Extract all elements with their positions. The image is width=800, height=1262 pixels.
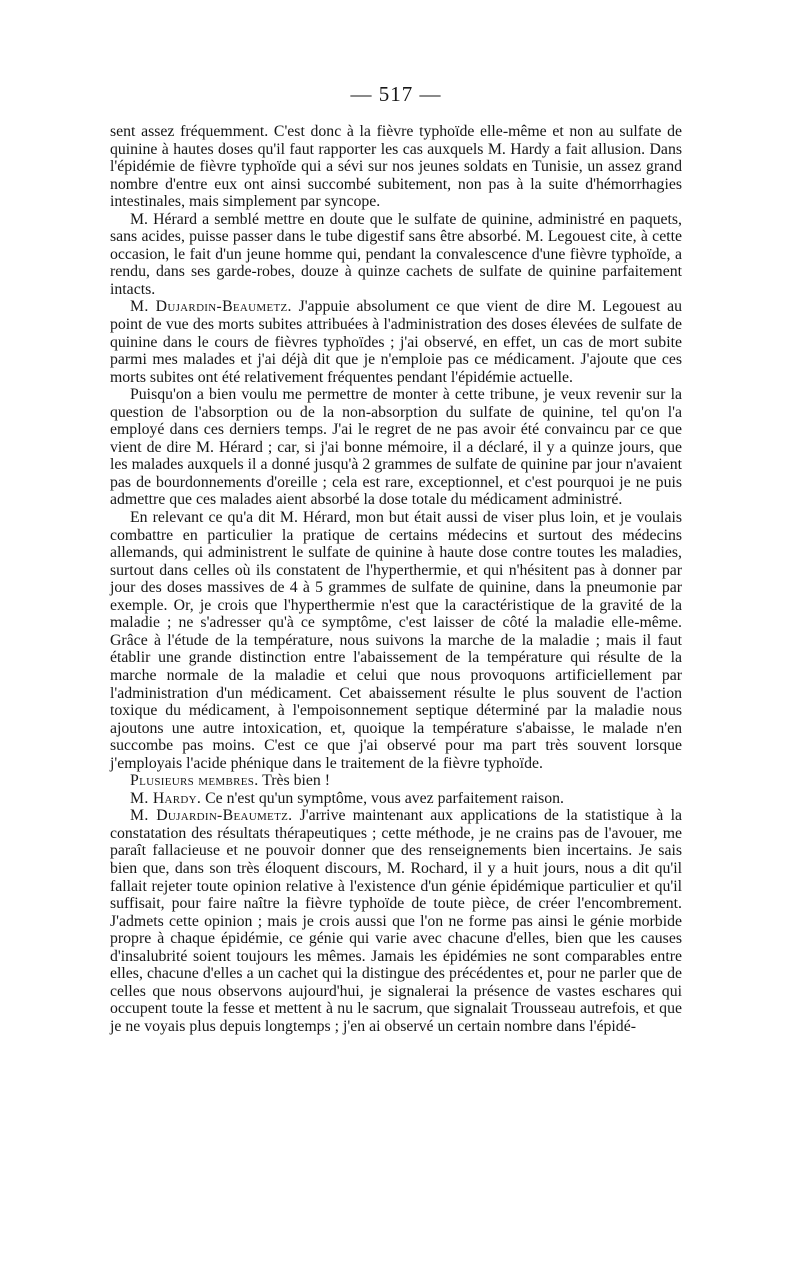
paragraph-1 <box>110 123 682 211</box>
body-text <box>110 123 682 1035</box>
paragraph-text: Très bien ! <box>258 772 330 790</box>
speaker-label: M. Dujardin-Beaumetz. <box>130 807 293 825</box>
paragraph-4 <box>110 386 682 509</box>
paragraph-text: Ce n'est qu'un symptôme, vous avez parfaitement raison. <box>201 789 564 807</box>
document-page <box>110 82 682 1035</box>
page-number: — 517 — <box>350 82 442 106</box>
paragraph-text: J'arrive maintenant aux applications de la statistique à la constatation des résultats thérapeutiques ; cette méthode, je ne crains pas de l'avouer, me paraît fallacieuse et ne pouvoir donner que des renseignements bien incertains. Je sais bien que, dans son très éloquent discours, M. Rochard, il y a huit jours, nous a dit qu'il fallait rejeter toute opinion relative à l'existence d'un génie épidémique particulier et qu'il suffisait, pour faire naître la fièvre typhoïde de toute pièce, de créer l'encombrement. J'admets cette opinion ; mais je crois aussi que l'on ne forme pas ainsi le génie morbide propre à chaque épidémie, ce génie qui varie avec chacune d'elles, bien que les causes d'insalubrité soient toujours les mêmes. Jamais les épidémies ne sont comparables entre elles, chacune d'elles a un cachet qui la distingue des précédentes et, pour ne parler que de celles que nous observons aujourd'hui, je signalerai la présence de vastes eschares qui occupent toute la fesse et mettent à nu le sacrum, que signalait Trousseau autrefois, et que je ne voyais plus depuis longtemps ; j'en ai observé un certain nombre dans l'épidé- <box>110 807 682 1035</box>
paragraph-text: J'appuie absolument ce que vient de dire M. Legouest au point de vue des morts subites attribuées à l'administration des doses élevées de sulfate de quinine dans le cours de fièvres typhoïdes ; j'ai observé, en effet, un cas de mort subite parmi mes malades et j'ai déjà dit que je n'emploie pas ce médicament. J'ajoute que ces morts subites ont été relativement fréquentes pendant l'épidémie actuelle. <box>110 298 682 386</box>
paragraph-text: sent assez fréquemment. C'est donc à la fièvre typhoïde elle-même et non au sulfate de quinine à hautes doses qu'il faut rapporter les cas auxquels M. Hardy a fait allusion. Dans l'épidémie de fièvre typhoïde qui a sévi sur nos jeunes soldats en Tunisie, un assez grand nombre d'entre eux ont ainsi succombé subitement, non pas à la suite d'hémorrhagies intestinales, mais simplement par syncope. <box>110 123 682 211</box>
paragraph-text: Puisqu'on a bien voulu me permettre de monter à cette tribune, je veux revenir sur la question de l'absorption ou de la non-absorption du sulfate de quinine, tel qu'on l'a employé dans ces derniers temps. J'ai le regret de ne pas avoir été convaincu par ce que vient de dire M. Hérard ; car, si j'ai bonne mémoire, il a déclaré, il y a quinze jours, que les malades auxquels il a donné jusqu'à 2 grammes de sulfate de quinine par jour n'avaient pas de bourdonnements d'oreille ; cela est rare, exceptionnel, et c'est pourquoi je ne puis admettre que ces malades aient absorbé la dose totale du médicament administré. <box>110 386 682 509</box>
paragraph-5 <box>110 509 682 772</box>
paragraph-2 <box>110 211 682 299</box>
paragraph-7 <box>110 790 682 808</box>
paragraph-text: M. Hérard a semblé mettre en doute que le sulfate de quinine, administré en paquets, sans acides, puisse passer dans le tube digestif sans être absorbé. M. Legouest cite, à cette occasion, le fait d'un jeune homme qui, pendant la convalescence d'une fièvre typhoïde, a rendu, dans ses garde-robes, douze à quinze cachets de sulfate de quinine parfaitement intacts. <box>110 210 682 298</box>
speaker-label: M. Dujardin-Beaumetz. <box>130 298 292 316</box>
speaker-label: Plusieurs membres. <box>130 772 259 790</box>
paragraph-3 <box>110 298 682 386</box>
speaker-label: M. Hardy. <box>130 789 202 807</box>
paragraph-6 <box>110 772 682 790</box>
paragraph-8 <box>110 807 682 1035</box>
paragraph-text: En relevant ce qu'a dit M. Hérard, mon but était aussi de viser plus loin, et je voulais combattre en particulier la pratique de certains médecins et surtout des médecins allemands, qui administrent le sulfate de quinine à haute dose contre toutes les maladies, surtout dans celles où ils constatent de l'hyperthermie, et qui n'hésitent pas à donner par jour des doses massives de 4 à 5 grammes de sulfate de quinine, dans la pneumonie par exemple. Or, je crois que l'hyperthermie n'est que la caractéristique de la gravité de la maladie ; ne s'adresser qu'à ce symptôme, c'est laisser de côté la maladie elle-même. Grâce à l'étude de la température, nous suivons la marche de la maladie ; mais il faut établir une grande distinction entre l'abaissement de la température qui résulte de la marche normale de la maladie et celui que nous provoquons artificiellement par l'administration d'un médicament. Cet abaissement résulte le plus souvent de l'action toxique du médicament, à l'empoisonnement septique déterminé par la maladie nous ajoutons une autre intoxication, et, quoique la température s'abaisse, le malade n'en succombe pas moins. C'est ce que j'ai observé pour ma part très souvent lorsque j'employais l'acide phénique dans le traitement de la fièvre typhoïde. <box>110 509 682 772</box>
